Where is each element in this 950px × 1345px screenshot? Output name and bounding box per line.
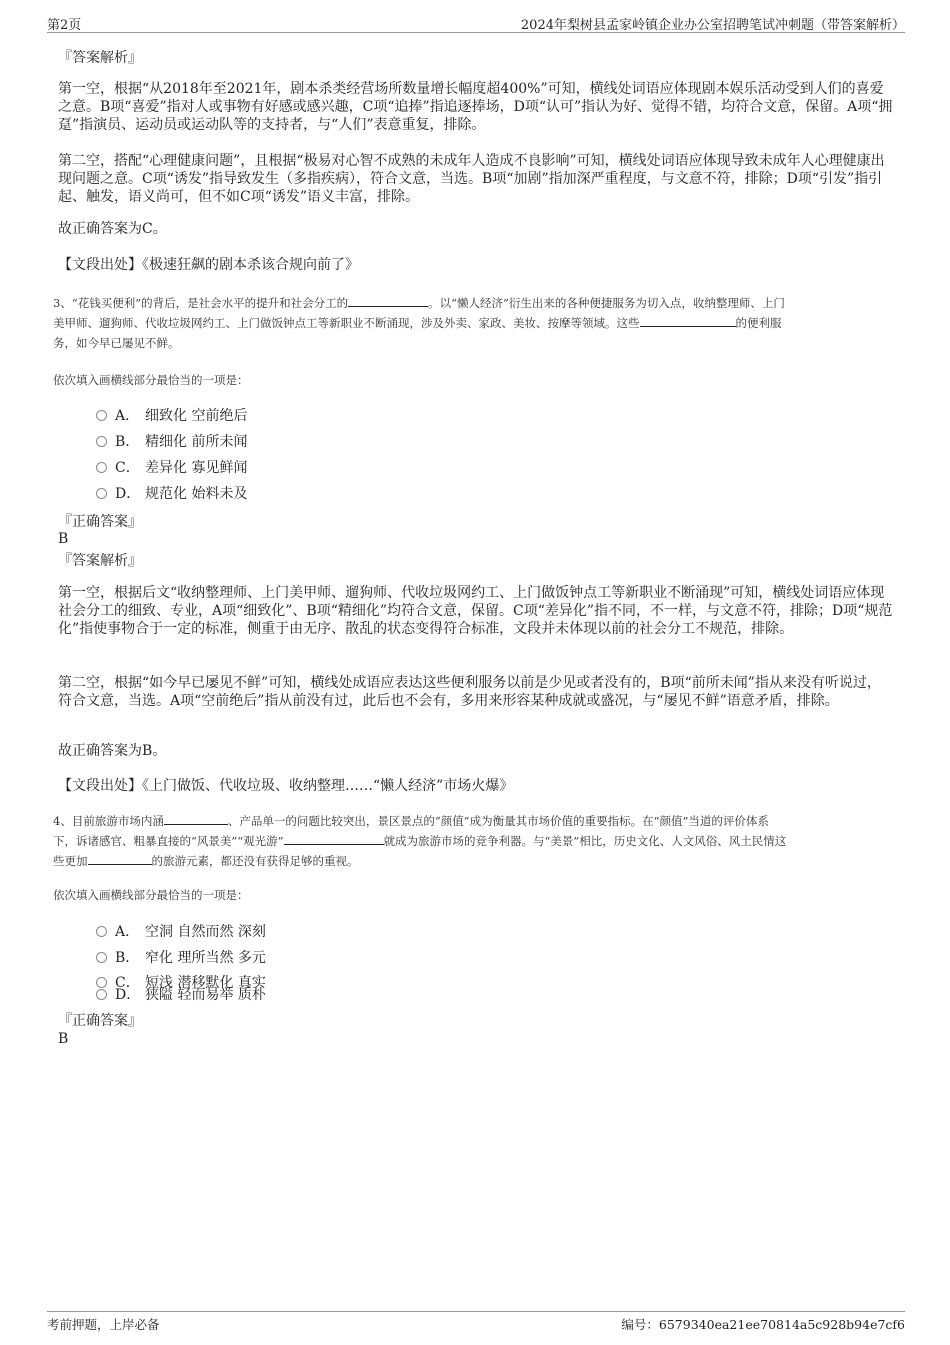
radio-icon[interactable] <box>96 488 107 499</box>
radio-icon[interactable] <box>96 989 107 1000</box>
header-divider <box>47 32 905 33</box>
footer-divider <box>47 1311 905 1312</box>
q2-source: 【文段出处】《极速狂飙的剧本杀该合规向前了》 <box>58 257 359 273</box>
q3-analysis-para1: 第一空，根据后文“收纳整理师、上门美甲师、遛狗师、代收垃圾网约工、上门做饭钟点工等新职业不断涌现”可知，横线处词语应体现社会分工的细致、专业，A项“细致化”、B项“精细化”均符合文意，保留。C项“差异化”指不同，不一样，与文意不符，排除；D项“规范化”指使事物合于一定的标准，侧重于由无序、散乱的状态变得符合标准，文段并未体现以前的社会分工不规范，排除。 <box>58 585 893 637</box>
q3-conclusion: 故正确答案为B。 <box>58 743 167 759</box>
q4-blank-2 <box>284 832 384 845</box>
q4-blank-1 <box>164 812 228 825</box>
document-title: 2024年梨树县孟家岭镇企业办公室招聘笔试冲刺题（带答案解析） <box>520 18 905 33</box>
q3-option-a[interactable]: A． 细致化 空前绝后 <box>96 405 247 425</box>
footer-slogan: 考前押题，上岸必备 <box>47 1317 160 1332</box>
q2-conclusion: 故正确答案为C。 <box>58 221 167 237</box>
q3-blank-1 <box>348 294 428 307</box>
radio-icon[interactable] <box>96 462 107 473</box>
q4-option-a[interactable]: A． 空洞 自然而然 深刻 <box>96 921 266 941</box>
q3-option-c[interactable]: C． 差异化 寡见鲜闻 <box>96 457 247 477</box>
q3-analysis-label: 『答案解析』 <box>58 553 142 569</box>
q4-stem: 4、目前旅游市场内涵 、产品单一的问题比较突出，景区景点的“颜值”成为衡量其市场价值的重要指标。在“颜值”当道的评价体系 下，诉诸感官、粗暴直接的“风景美”“观光游” 就成为旅游市场的竞争利器。与“美景”相比，历史文化、人文风俗、风土民情这 些更加 的旅游元素，都还没有获得足够的重视。 <box>53 814 787 868</box>
radio-icon[interactable] <box>96 410 107 421</box>
radio-icon[interactable] <box>96 436 107 447</box>
page-number: 第2页 <box>47 18 82 33</box>
q3-source: 【文段出处】《上门做饭、代收垃圾、收纳整理……“懒人经济”市场火爆》 <box>58 778 514 794</box>
q4-option-d[interactable]: D． 狭隘 轻而易举 质朴 <box>96 984 266 1004</box>
q4-answer: B <box>58 1031 69 1047</box>
q4-option-c[interactable]: C． 短浅 潜移默化 真实 <box>96 972 266 992</box>
q4-answer-label: 『正确答案』 <box>58 1013 142 1029</box>
q2-analysis-label: 『答案解析』 <box>58 50 142 66</box>
q4-prompt: 依次填入画横线部分最恰当的一项是： <box>53 888 249 902</box>
q3-option-d[interactable]: D． 规范化 始料未及 <box>96 483 247 503</box>
q3-option-b[interactable]: B． 精细化 前所未闻 <box>96 431 247 451</box>
q2-analysis-para2: 第二空，搭配“心理健康问题”，且根据“极易对心智不成熟的未成年人造成不良影响”可知，横线处词语应体现导致未成年人心理健康出现问题之意。C项“诱发”指导致发生（多指疾病），符合文意，当选。B项“加剧”指加深严重程度，与文意不符，排除；D项“引发”指引起、触发，语义尚可，但不如C项“诱发”语义丰富，排除。 <box>58 153 885 205</box>
q3-prompt: 依次填入画横线部分最恰当的一项是： <box>53 373 249 387</box>
q3-stem: 3、“花钱买便利”的背后，是社会水平的提升和社会分工的 。以“懒人经济”衍生出来的各种便捷服务为切入点，收纳整理师、上门 美甲师、遛狗师、代收垃圾网约工、上门做饭钟点工等新职业不断涌现，涉及外卖、家政、美妆、按摩等领域。这些 的便利服 务，如今早已屡见不鲜。 <box>53 296 785 350</box>
q2-analysis-para1: 第一空，根据“从2018年至2021年，剧本杀类经营场所数量增长幅度超400%”可知，横线处词语应体现剧本娱乐活动受到人们的喜爱之意。B项“喜爱”指对人或事物有好感或感兴趣，C项“追捧”指追逐捧场，D项“认可”指认为好、觉得不错，均符合文意，保留。A项“拥趸”指演员、运动员或运动队等的支持者，与“人们”表意重复，排除。 <box>58 81 893 133</box>
q3-blank-2 <box>640 314 736 327</box>
page-header <box>0 0 950 34</box>
q4-option-b[interactable]: B． 窄化 理所当然 多元 <box>96 947 266 967</box>
radio-icon[interactable] <box>96 926 107 937</box>
q3-answer-label: 『正确答案』 <box>58 514 142 530</box>
q4-blank-3 <box>88 852 152 865</box>
radio-icon[interactable] <box>96 952 107 963</box>
document-id: 编号：6579340ea21ee70814a5c928b94e7cf6 <box>621 1317 905 1332</box>
q3-analysis-para2: 第二空，根据“如今早已屡见不鲜”可知，横线处成语应表达这些便利服务以前是少见或者没有的，B项“前所未闻”指从来没有听说过，符合文意，当选。A项“空前绝后”指从前没有过，此后也不会有，多用来形容某种成就或盛况，与“屡见不鲜”语意矛盾，排除。 <box>58 675 881 709</box>
q3-answer: B <box>58 531 69 547</box>
